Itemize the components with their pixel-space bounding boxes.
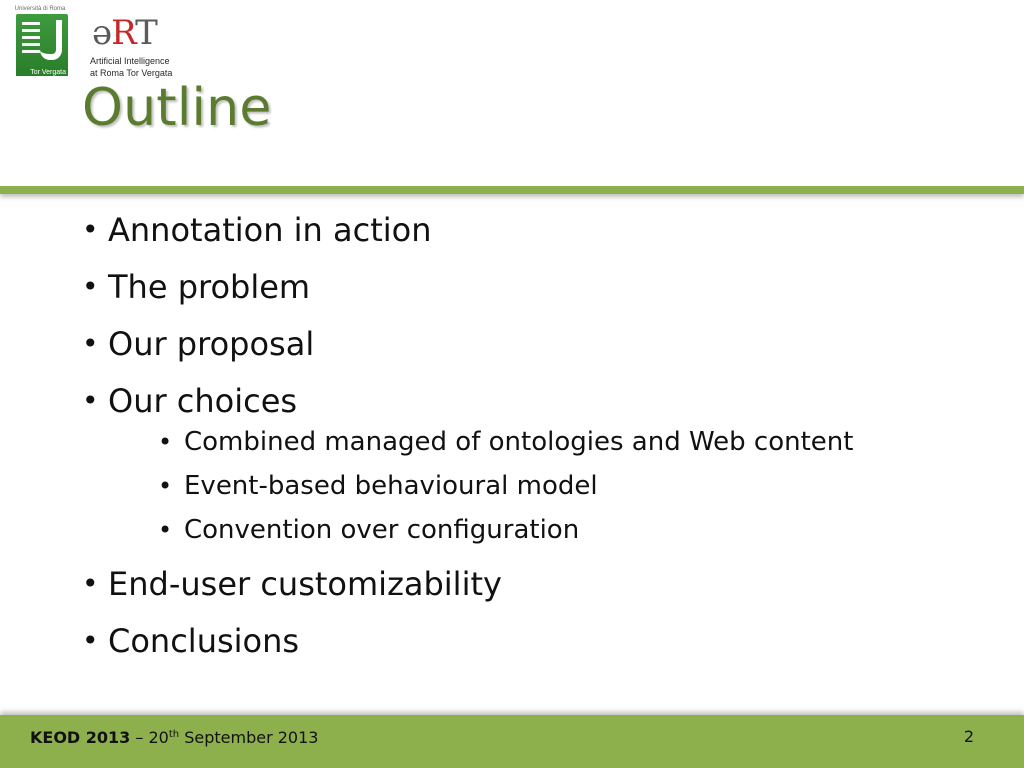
footer-bar (0, 715, 1024, 768)
footer-day-suffix: th (168, 729, 180, 740)
title-separator (0, 186, 1024, 194)
university-logo (8, 6, 72, 76)
footer-conference (30, 728, 318, 747)
art-logo-line-1: Artificial Intelligence (90, 56, 170, 66)
art-logo (88, 10, 180, 80)
university-name-text: Università di Roma (14, 6, 66, 12)
sub-bullet-item-convention: • Convention over configuration (158, 513, 982, 547)
art-logo-mark (92, 12, 176, 54)
bullet-item-conclusions: • Conclusions (82, 621, 982, 661)
university-mark (16, 14, 68, 72)
sub-bullet-list (158, 425, 982, 547)
footer-event: KEOD 2013 (30, 728, 131, 747)
bullet-item-choices (82, 381, 982, 547)
slide-title: Outline (82, 78, 272, 138)
university-letter-shape (40, 20, 62, 60)
art-logo-mark-suffix: T (135, 13, 157, 53)
slide-number: 2 (963, 727, 974, 746)
university-bars (22, 22, 40, 62)
bullet-item-problem: • The problem (82, 267, 982, 307)
bullet-item-proposal: • Our proposal (82, 324, 982, 364)
art-logo-line-2: at Roma Tor Vergata (90, 68, 173, 78)
bullet-item-customizability: • End-user customizability (82, 564, 982, 604)
bullet-item-choices-text: Our choices (108, 382, 298, 420)
footer-dash: – (135, 728, 144, 747)
footer-month-year: September 2013 (184, 728, 319, 747)
university-campus-text: Tor Vergata (16, 69, 68, 76)
sub-bullet-item-event-model: • Event-based behavioural model (158, 469, 982, 503)
art-logo-mark-prefix: ə (92, 13, 112, 53)
bullet-list (82, 210, 982, 661)
sub-bullet-item-ontologies: • Combined managed of ontologies and Web content (158, 425, 982, 459)
art-logo-mark-highlight: R (111, 13, 136, 53)
slide-content (82, 210, 982, 678)
bullet-item-annotation: • Annotation in action (82, 210, 982, 250)
footer-day: 20 (148, 728, 169, 747)
